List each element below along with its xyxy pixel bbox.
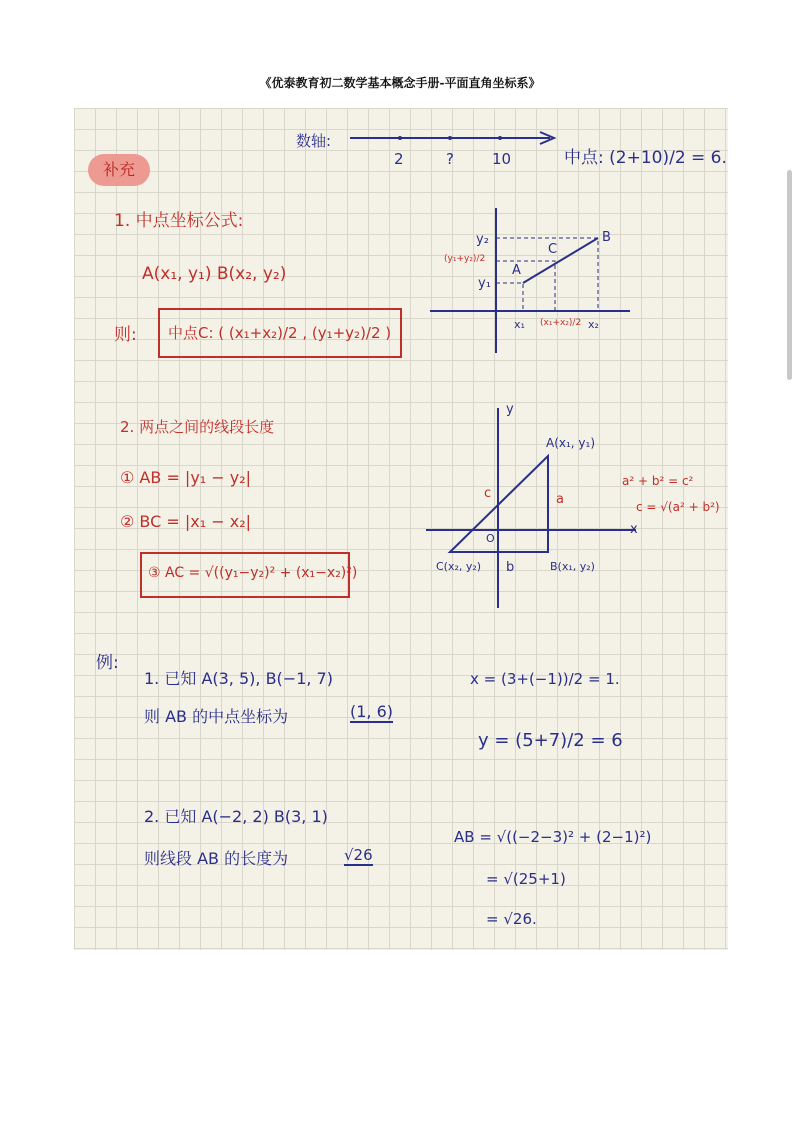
c-formula: c = √(a² + b²)	[636, 500, 720, 514]
tick-label: 10	[492, 150, 512, 168]
label-y1: y₁	[478, 276, 491, 291]
label-x-axis: x	[630, 522, 638, 537]
examples-label: 例:	[96, 653, 119, 673]
midpoint-formula-box	[158, 308, 402, 358]
distance-diagram	[426, 408, 656, 618]
number-line	[350, 130, 560, 150]
example2-answer: √26	[344, 846, 373, 864]
item-ac: ③ AC = √((y₁−y₂)² + (x₁−x₂)²)	[148, 565, 358, 581]
example2-question: 2. 已知 A(−2, 2) B(3, 1)	[144, 807, 328, 826]
label-x1: x₁	[514, 318, 525, 331]
example1-x-calc: x = (3+(−1))/2 = 1.	[470, 670, 620, 688]
example1-answer: (1, 6)	[350, 702, 394, 721]
section2-heading: 2. 两点之间的线段长度	[120, 418, 275, 436]
item-bc: ② BC = |x₁ − x₂|	[120, 512, 251, 531]
label-side-b: b	[506, 560, 515, 575]
example1-question: 1. 已知 A(3, 5), B(−1, 7)	[144, 669, 333, 688]
midpoint-calc: 中点: (2+10)/2 = 6.	[564, 148, 727, 168]
example2-step2: = √(25+1)	[486, 870, 566, 888]
label-a-point: A(x₁, y₁)	[546, 436, 596, 450]
label-c-point: C(x₂, y₂)	[436, 560, 482, 573]
tick-label: 2	[394, 150, 404, 168]
item-ab: ① AB = |y₁ − y₂|	[120, 468, 252, 487]
points-ab: A(x₁, y₁) B(x₂, y₂)	[142, 264, 287, 284]
label-side-a: a	[556, 492, 564, 507]
example2-step3: = √26.	[486, 910, 537, 928]
label-x2: x₂	[588, 318, 599, 331]
label-a: A	[512, 263, 521, 278]
label-b-point: B(x₁, y₂)	[550, 560, 595, 573]
label-b: B	[602, 230, 611, 245]
grid-paper-page	[74, 108, 728, 950]
tick-label: ?	[446, 150, 454, 168]
section1-heading: 1. 中点坐标公式:	[114, 211, 244, 231]
example2-step1: AB = √((−2−3)² + (2−1)²)	[454, 828, 652, 846]
example1-y-calc: y = (5+7)/2 = 6	[478, 730, 623, 751]
supplement-badge: 补充	[88, 154, 150, 186]
scrollbar[interactable]	[787, 170, 792, 380]
label-y2: y₂	[476, 232, 489, 247]
number-line-label: 数轴:	[296, 132, 332, 150]
label-xmid: (x₁+x₂)/2	[540, 318, 582, 328]
label-side-c: c	[484, 486, 492, 501]
midpoint-formula: 中点C: ( (x₁+x₂)/2 , (y₁+y₂)/2 )	[168, 324, 392, 342]
midpoint-diagram	[430, 208, 630, 358]
label-c: C	[548, 242, 558, 257]
then-label: 则:	[114, 325, 137, 345]
label-origin: O	[486, 532, 495, 545]
label-ymid: (y₁+y₂)/2	[444, 254, 486, 264]
example1-prompt: 则 AB 的中点坐标为	[144, 707, 289, 726]
pythagoras-formula: a² + b² = c²	[622, 474, 694, 488]
label-y-axis: y	[506, 402, 514, 417]
example2-prompt: 则线段 AB 的长度为	[144, 849, 289, 868]
document-title: 《优泰教育初二数学基本概念手册-平面直角坐标系》	[259, 76, 541, 90]
distance-formula-box	[140, 552, 358, 598]
